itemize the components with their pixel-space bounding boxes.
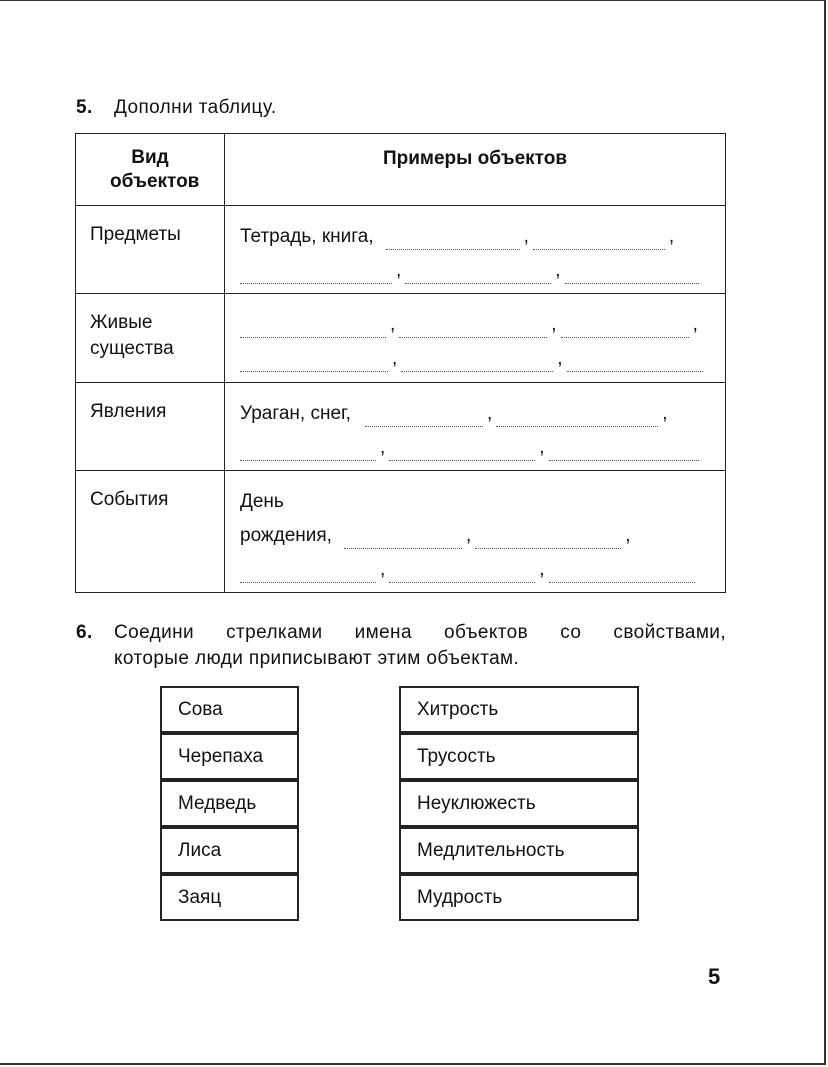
task-instruction-line2: которые люди приписывают этим объектам. — [114, 648, 520, 669]
answer-blank[interactable] — [344, 534, 462, 549]
prefilled-examples: Ураган, снег, — [240, 403, 351, 424]
answer-blank[interactable] — [240, 357, 388, 372]
row-kind: Явления — [76, 383, 225, 471]
property-box[interactable]: Трусость — [399, 733, 639, 780]
row-examples: Ураган, снег, , , , , — [225, 383, 726, 471]
table-row — [76, 471, 726, 593]
answer-blank[interactable] — [386, 235, 520, 250]
answer-blank[interactable] — [389, 568, 535, 583]
property-box[interactable]: Медлительность — [399, 827, 639, 874]
table-row — [76, 206, 726, 294]
answer-blank[interactable] — [240, 269, 392, 284]
answer-blank[interactable] — [567, 357, 703, 372]
property-box[interactable]: Хитрость — [399, 686, 639, 733]
task-number: 5. — [76, 97, 93, 118]
property-box[interactable]: Неуклюжесть — [399, 780, 639, 827]
row-kind: Предметы — [76, 206, 225, 294]
answer-blank[interactable] — [389, 446, 535, 461]
prefilled-examples: День — [240, 491, 284, 512]
animal-box[interactable]: Медведь — [160, 780, 299, 827]
prefilled-examples: Тетрадь, книга, — [240, 226, 374, 247]
table-row — [76, 383, 726, 471]
answer-blank[interactable] — [365, 412, 483, 427]
answer-blank[interactable] — [240, 568, 376, 583]
answer-blank[interactable] — [549, 568, 695, 583]
answer-blank[interactable] — [240, 446, 376, 461]
header-examples: Примеры объектов — [225, 134, 726, 206]
animal-box[interactable]: Лиса — [160, 827, 299, 874]
row-kind: Живые существа — [76, 294, 225, 383]
table-row — [76, 294, 726, 383]
row-kind: События — [76, 471, 225, 593]
animal-box[interactable]: Черепаха — [160, 733, 299, 780]
answer-blank[interactable] — [549, 446, 699, 461]
property-box[interactable]: Мудрость — [399, 874, 639, 921]
task-instruction: Дополни таблицу. — [114, 97, 277, 118]
answer-blank[interactable] — [401, 357, 553, 372]
answer-blank[interactable] — [565, 269, 699, 284]
task-6-heading — [76, 620, 726, 672]
answer-blank[interactable] — [533, 235, 665, 250]
answer-blank[interactable] — [405, 269, 551, 284]
objects-table — [75, 133, 726, 593]
answer-blank[interactable] — [240, 323, 386, 338]
animal-box[interactable]: Сова — [160, 686, 299, 733]
header-kind: Вид объектов — [76, 134, 225, 206]
table-header-row — [76, 134, 726, 206]
answer-blank[interactable] — [496, 412, 658, 427]
page-number: 5 — [708, 964, 721, 989]
row-examples: , , , , , — [225, 294, 726, 383]
row-examples: День рождения, , , , , — [225, 471, 726, 593]
prefilled-examples: рождения, — [240, 525, 332, 546]
task-instruction-line1: Соедини стрелками имена объектов со свойствами, — [114, 622, 726, 643]
task-5-heading — [76, 95, 277, 121]
row-examples: Тетрадь, книга, , , , , — [225, 206, 726, 294]
answer-blank[interactable] — [561, 323, 689, 338]
animal-box[interactable]: Заяц — [160, 874, 299, 921]
task-number: 6. — [76, 622, 93, 643]
answer-blank[interactable] — [399, 323, 547, 338]
answer-blank[interactable] — [475, 534, 621, 549]
